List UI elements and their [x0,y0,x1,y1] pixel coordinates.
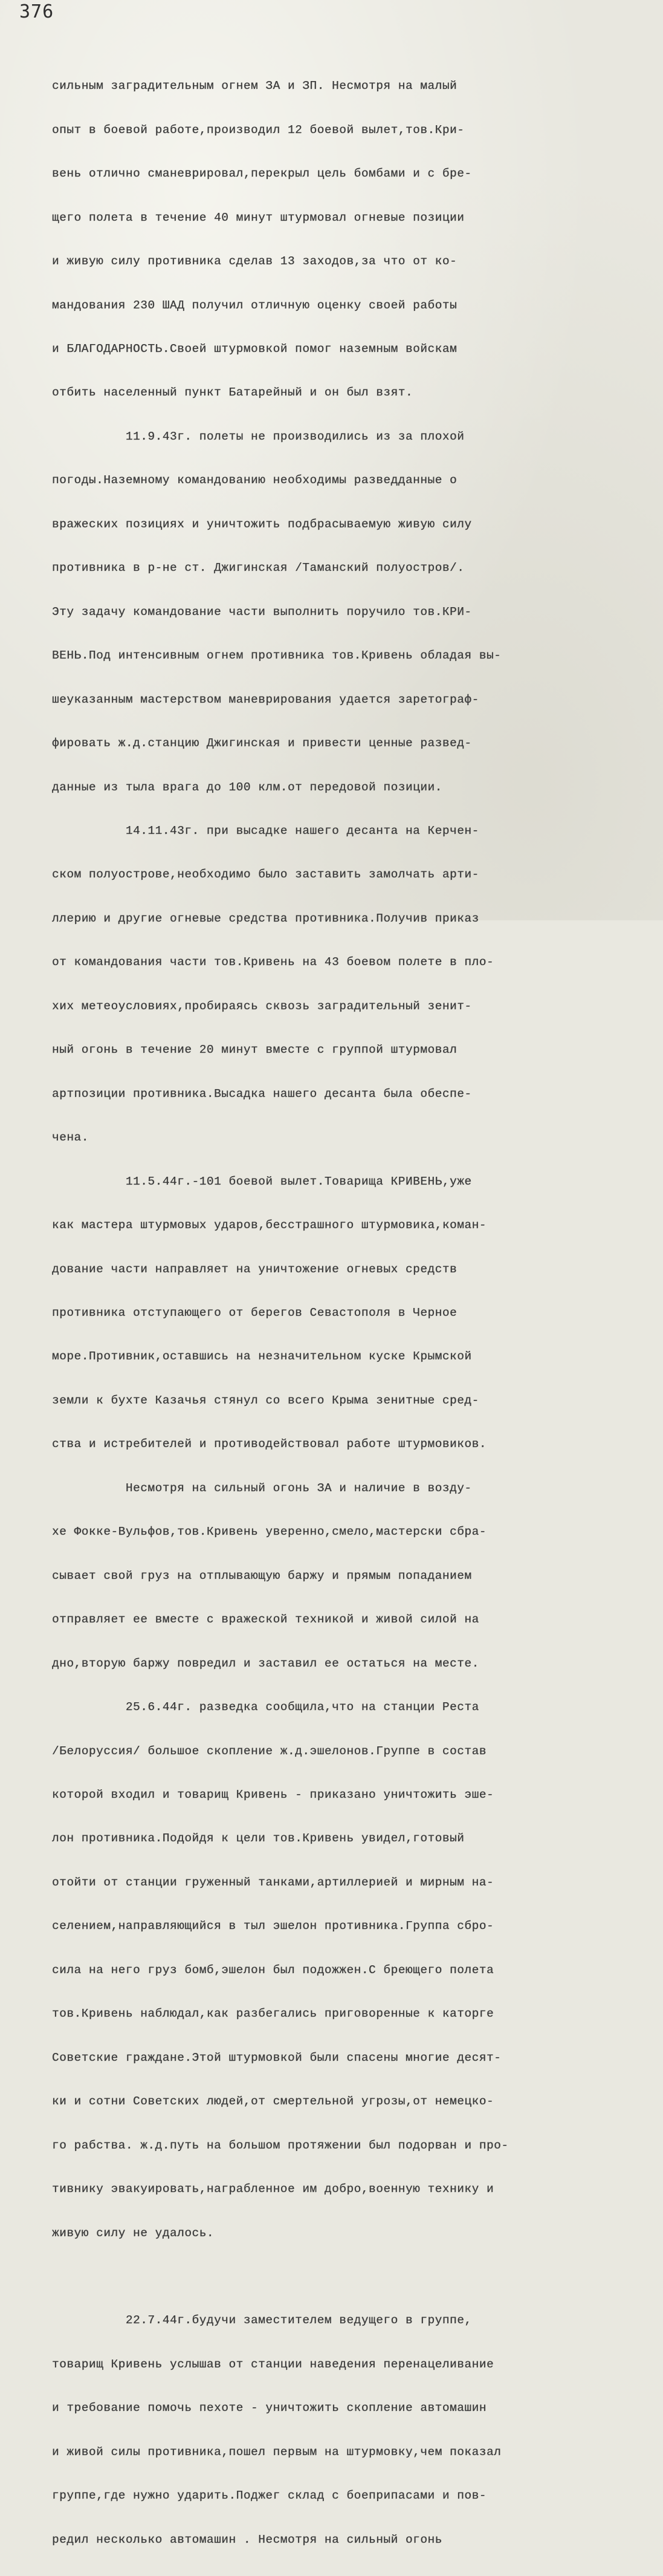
text-line: и БЛАГОДАРНОСТЬ.Своей штурмовкой помог наземным войскам [52,342,458,356]
text-line: опыт в боевой работе,производил 12 боевой вылет,тов.Кри- [52,123,465,137]
text-line: вень отлично сманеврировал,перекрыл цель бомбами и с бре- [52,167,472,181]
text-line: ный огонь в течение 20 минут вместе с группой штурмовал [52,1043,458,1057]
page-number: 376 [19,1,54,22]
text-line: которой входил и товарищ Кривень - приказано уничтожить эше- [52,1787,494,1801]
text-line: дно,вторую баржу повредил и заставил ее остаться на месте. [52,1656,479,1670]
typewritten-body [52,50,650,2576]
text-line: редил несколько автомашин . Несмотря на сильный огонь [52,2532,442,2546]
text-line: 25.6.44г. разведка сообщила,что на станции Реста [52,1700,479,1714]
text-line: хих метеоусловиях,пробираясь сквозь заградительный зенит- [52,999,472,1013]
text-line: и живую силу противника сделав 13 заходов,за что от ко- [52,255,458,268]
text-line: отправляет ее вместе с вражеской техникой и живой силой на [52,1613,479,1627]
text-line: ки и сотни Советских людей,от смертельной угрозы,от немецко- [52,2095,494,2109]
text-line: сила на него груз бомб,эшелон был подожжен.С бреющего полета [52,1963,494,1977]
text-line: отойти от станции груженный танками,артиллерией и мирным на- [52,1875,494,1889]
text-line: данные из тыла врага до 100 клм.от передовой позиции. [52,780,442,794]
text-line: отбить населенный пункт Батарейный и он был взят. [52,386,413,400]
text-line: щего полета в течение 40 минут штурмовал огневые позиции [52,210,465,224]
text-line: и живой силы противника,пошел первым на штурмовку,чем показал [52,2445,502,2459]
text-line: шеуказанным мастерством маневрирования удается заретограф- [52,692,479,706]
text-line: море.Противник,оставшись на незначительном куске Крымской [52,1350,472,1364]
text-line: группе,где нужно ударить.Поджег склад с боеприпасами и пов- [52,2489,487,2503]
text-line: /Белоруссия/ большое скопление ж.д.эшелонов.Группе в состав [52,1744,487,1758]
text-line: тов.Кривень наблюдал,как разбегались приговоренные к каторге [52,2007,494,2021]
text-line: ства и истребителей и противодействовал работе штурмовиков. [52,1437,487,1451]
text-line: 11.5.44г.-101 боевой вылет.Товарища КРИВЕНЬ,уже [52,1174,472,1188]
text-line: вражеских позициях и уничтожить подбрасываемую живую силу [52,517,472,531]
text-line: лон противника.Подойдя к цели тов.Кривень увидел,готовый [52,1832,465,1846]
text-line: го рабства. ж.д.путь на большом протяжении был подорван и про- [52,2138,509,2152]
blank-line [52,2269,650,2284]
text-line: от командования части тов.Кривень на 43 боевом полете в пло- [52,955,494,969]
text-line: противника отступающего от берегов Севастополя в Черное [52,1306,458,1319]
text-line: чена. [52,1131,89,1145]
text-line: ллерию и другие огневые средства противника.Получив приказ [52,911,479,925]
text-line: селением,направляющийся в тыл эшелон противника.Группа сбро- [52,1919,494,1933]
text-line: Советские граждане.Этой штурмовкой были спасены многие десят- [52,2051,502,2064]
text-line: товарищ Кривень услышав от станции наведения перенацеливание [52,2357,494,2371]
text-line: хе Фокке-Вульфов,тов.Кривень уверенно,смело,мастерски сбра- [52,1525,487,1539]
text-line: сывает свой груз на отплывающую баржу и прямым попаданием [52,1569,472,1582]
text-line: Несмотря на сильный огонь ЗА и наличие в возду- [52,1481,472,1495]
text-line: и требование помочь пехоте - уничтожить скопление автомашин [52,2401,487,2415]
text-line: 14.11.43г. при высадке нашего десанта на Керчен- [52,824,479,838]
text-line: артпозиции противника.Высадка нашего десанта была обеспе- [52,1087,472,1101]
text-line: противника в р-не ст. Джигинская /Таманский полуостров/. [52,561,465,575]
text-line: погоды.Наземному командованию необходимы разведданные о [52,473,458,487]
text-line: мандования 230 ШАД получил отличную оценку своей работы [52,298,458,312]
text-line: 11.9.43г. полеты не производились из за плохой [52,429,465,443]
text-line: фировать ж.д.станцию Джигинская и привести ценные развед- [52,737,472,750]
text-line: 22.7.44г.будучи заместителем ведущего в группе, [52,2314,472,2327]
text-line: тивнику эвакуировать,награбленное им добро,военную технику и [52,2182,494,2196]
text-line: Эту задачу командование части выполнить поручило тов.КРИ- [52,605,472,619]
text-line: ском полуострове,необходимо было заставить замолчать арти- [52,868,479,882]
text-line: сильным заградительным огнем ЗА и ЗП. Несмотря на малый [52,79,458,93]
text-line: живую силу не удалось. [52,2226,215,2240]
text-line: земли к бухте Казачья стянул со всего Крыма зенитные сред- [52,1393,479,1407]
text-line: дование части направляет на уничтожение огневых средств [52,1262,458,1276]
text-line: как мастера штурмовых ударов,бесстрашного штурмовика,коман- [52,1218,487,1232]
text-line: ВЕНЬ.Под интенсивным огнем противника тов.Кривень обладая вы- [52,649,502,663]
